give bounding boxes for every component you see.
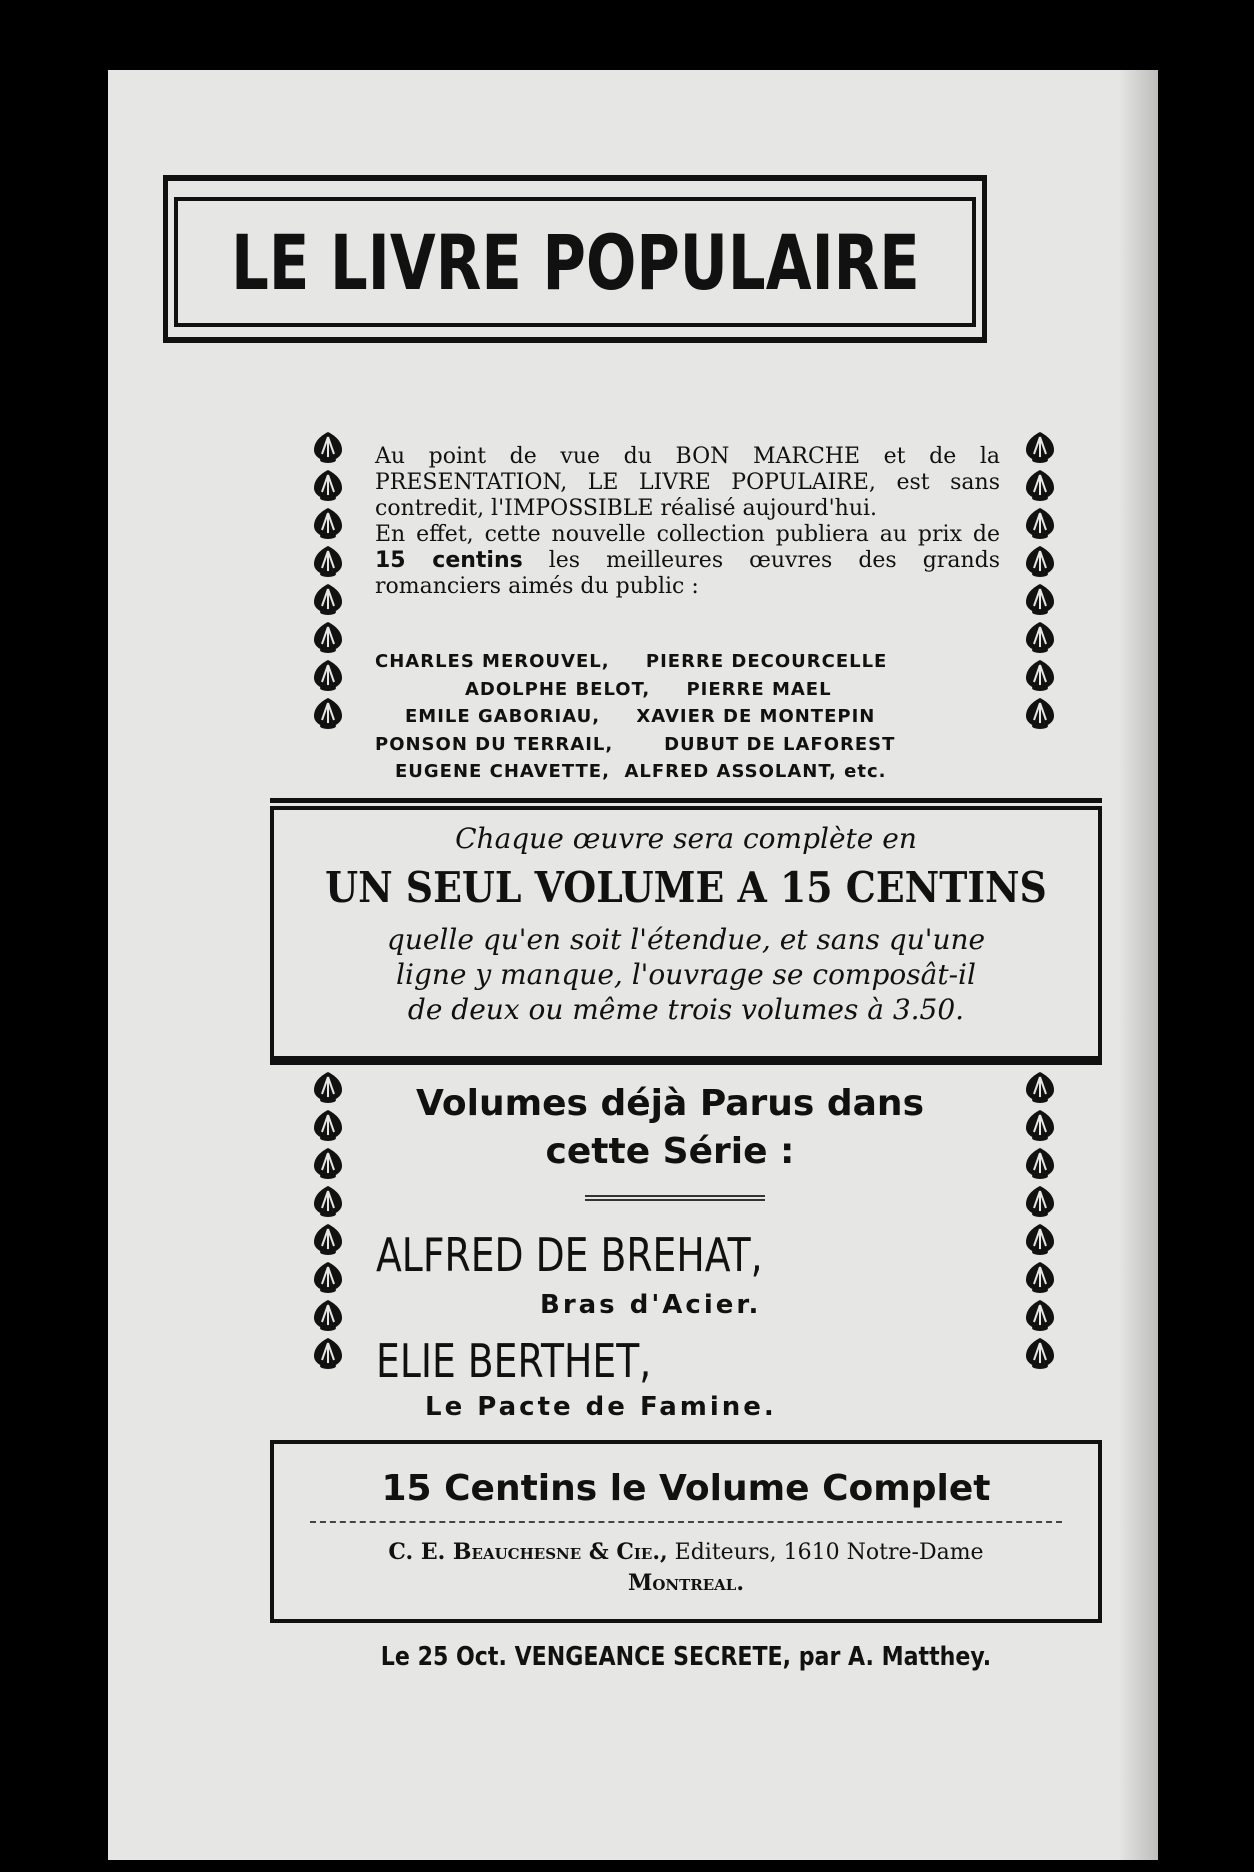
title-frame (163, 175, 987, 343)
intro-text (375, 444, 1000, 600)
author-line: EMILE GABORIAU, XAVIER DE MONTEPIN (405, 706, 876, 727)
floral-ornament-icon (1020, 1146, 1060, 1184)
floral-ornament-icon (308, 582, 348, 620)
volume-info-headline: UN SEUL VOLUME A 15 CENTINS (325, 863, 1047, 912)
floral-ornament-icon (308, 1146, 348, 1184)
volume-book-title: Le Pacte de Famine. (425, 1392, 777, 1422)
floral-ornament-icon (1020, 658, 1060, 696)
volume-info-line-4: ligne y manque, l'ouvrage se composât-il (396, 958, 976, 991)
floral-ornament-icon (1020, 468, 1060, 506)
volumes-divider (585, 1195, 765, 1201)
floral-ornament-icon (1020, 1222, 1060, 1260)
floral-ornament-icon (1020, 620, 1060, 658)
intro-paragraph-2-end: les meilleures œuvres des grands romanciers aimés du public : (375, 548, 1000, 599)
floral-ornament-icon (308, 1108, 348, 1146)
divider-rule (270, 1060, 1102, 1065)
next-issue-notice: Le 25 Oct. VENGEANCE SECRETE, par A. Matthey. (380, 1642, 992, 1672)
floral-ornament-icon (1020, 1260, 1060, 1298)
floral-ornament-icon (308, 1184, 348, 1222)
floral-ornament-icon (308, 620, 348, 658)
volume-info-line-1: Chaque œuvre sera complète en (455, 822, 917, 855)
intro-price: 15 centins (375, 548, 523, 573)
ornament-column-left-top (306, 430, 350, 734)
volume-author: ELIE BERTHET, (376, 1334, 652, 1388)
ornament-column-left-bottom (306, 1070, 350, 1374)
price-box (270, 1440, 1102, 1623)
title-inner-frame (174, 197, 976, 327)
intro-paragraph-1: Au point de vue du BON MARCHE et de la PRESENTATION, LE LIVRE POPULAIRE, est sans contredit, l'IMPOSSIBLE réalisé aujourd'hui. (375, 444, 1000, 521)
volumes-heading-line-1: Volumes déjà Parus dans (415, 1083, 924, 1124)
floral-ornament-icon (308, 544, 348, 582)
author-line: ADOLPHE BELOT, PIERRE MAEL (465, 678, 832, 700)
floral-ornament-icon (1020, 1070, 1060, 1108)
volume-info-line-3: quelle qu'en soit l'étendue, et sans qu'une (386, 923, 986, 956)
floral-ornament-icon (1020, 1336, 1060, 1374)
floral-ornament-icon (1020, 430, 1060, 468)
volume-book-title: Bras d'Acier. (540, 1290, 762, 1320)
ornament-column-right-bottom (1018, 1070, 1062, 1374)
publisher-address: Editeurs, 1610 Notre-Dame (674, 1540, 984, 1565)
floral-ornament-icon (308, 1260, 348, 1298)
divider-rule (270, 798, 1102, 803)
paper-shadow (1118, 70, 1158, 1860)
publisher-city: Montreal. (627, 1570, 745, 1596)
floral-ornament-icon (1020, 696, 1060, 734)
floral-ornament-icon (308, 696, 348, 734)
volumes-heading (360, 1080, 980, 1176)
floral-ornament-icon (308, 1336, 348, 1374)
volume-info-line-5: de deux ou même trois volumes à 3.50. (407, 993, 965, 1026)
floral-ornament-icon (308, 430, 348, 468)
intro-paragraph-2-start: En effet, cette nouvelle collection publiera au prix de (375, 522, 1000, 547)
publisher-info (274, 1537, 1098, 1599)
author-line: EUGENE CHAVETTE, ALFRED ASSOLANT, etc. (395, 761, 887, 782)
floral-ornament-icon (1020, 1108, 1060, 1146)
floral-ornament-icon (1020, 506, 1060, 544)
floral-ornament-icon (1020, 1298, 1060, 1336)
volume-author: ALFRED DE BREHAT, (376, 1228, 763, 1282)
floral-ornament-icon (308, 1222, 348, 1260)
floral-ornament-icon (1020, 582, 1060, 620)
floral-ornament-icon (308, 468, 348, 506)
authors-list (360, 648, 1010, 786)
ornament-column-right-top (1018, 430, 1062, 734)
price-statement: 15 Centins le Volume Complet (381, 1468, 991, 1509)
page-title: LE LIVRE POPULAIRE (230, 217, 920, 307)
author-line: PONSON DU TERRAIL, DUBUT DE LAFOREST (375, 733, 896, 755)
volumes-heading-line-2: cette Série : (545, 1131, 795, 1172)
volume-info-box (270, 806, 1102, 1060)
floral-ornament-icon (308, 1298, 348, 1336)
floral-ornament-icon (1020, 1184, 1060, 1222)
dashed-rule (310, 1521, 1062, 1523)
publisher-name: C. E. Beauchesne & Cie., (388, 1539, 668, 1565)
floral-ornament-icon (1020, 544, 1060, 582)
floral-ornament-icon (308, 506, 348, 544)
floral-ornament-icon (308, 1070, 348, 1108)
floral-ornament-icon (308, 658, 348, 696)
author-line: CHARLES MEROUVEL, PIERRE DECOURCELLE (375, 651, 888, 672)
